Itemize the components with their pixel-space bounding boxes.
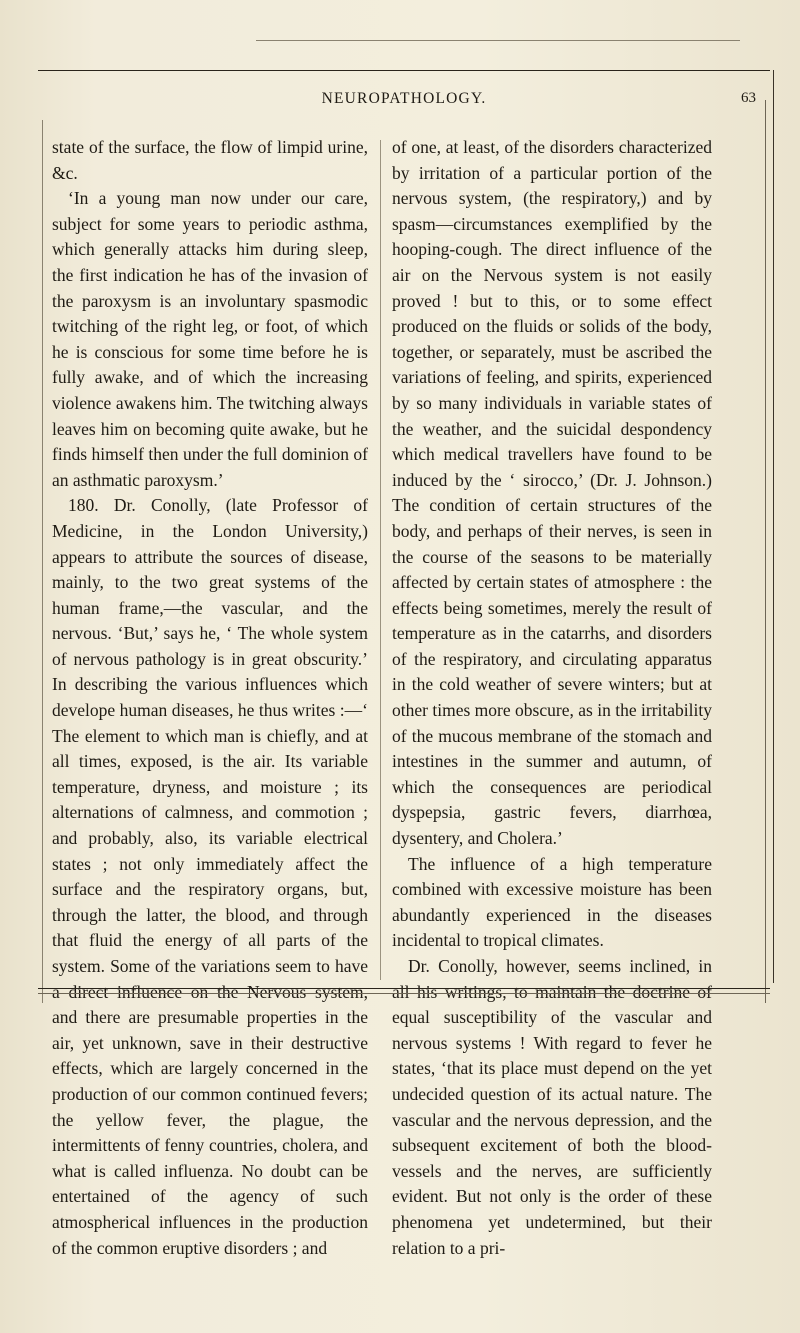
left-column <box>52 135 368 1261</box>
left-edge-line <box>42 120 43 1003</box>
right-edge-line-inner <box>765 100 766 1003</box>
running-title: NEUROPATHOLOGY. <box>321 90 487 107</box>
right-paragraph-1: of one, at least, of the disorders characterized by irritation of a particular portion of the nervous system, (the respiratory,) and by spasm—circumstances exemplified by the hooping-cough. The direct influence of the air on the Nervous system is not easily proved ! but to this, or to some effect produced on the fluids or solids of the body, together, or separately, must be ascribed the variations of feeling, and spirits, experienced by so many individuals in variable states of the weather, and the suicidal despondency which medical travellers have found to be induced by the ‘ sirocco,’ (Dr. J. Johnson.) The condition of certain structures of the body, and perhaps of their nerves, is seen in the course of the seasons to be materially affected by certain states of atmosphere : the effects being sometimes, merely the result of temperature as in the catarrhs, and disorders of the respiratory, and circulating apparatus in the cold weather of severe winters; but at other times more obscure, as in the irritability of the mucous membrane of the stomach and intestines in the summer and autumn, of which the consequences are periodical dyspepsia, gastric fevers, diarrhœa, dysentery, and Cholera.’ <box>392 137 712 849</box>
page-header <box>38 90 770 114</box>
left-paragraph-2: ‘In a young man now under our care, subject for some years to periodic asthma, which generally attacks him during sleep, the first indication he has of the invasion of the paroxysm is an involuntary spasmodic twitching of the right leg, or foot, of which he is conscious for some time before he is fully awake, and of which the increasing violence awakens him. The twitching always leaves him on becoming quite awake, but he finds himself then under the full dominion of an asthmatic paroxysm.’ <box>52 188 368 490</box>
top-rule <box>38 70 770 71</box>
left-paragraph-1: state of the surface, the flow of limpid urine, &c. <box>52 137 368 183</box>
top-faint-rule <box>256 40 740 41</box>
right-column <box>392 135 712 1261</box>
column-divider <box>380 140 381 980</box>
left-paragraph-3: 180. Dr. Conolly, (late Professor of Medicine, in the London University,) appears to attribute the sources of disease, mainly, to the two great systems of the human frame,—the vascular, and the nervous. ‘But,’ says he, ‘ The whole system of nervous pathology is in great obscurity.’ In describing the various influences which develope human diseases, he thus writes :—‘ The element to which man is chiefly, and at all times, exposed, is the air. Its variable temperature, dryness, and moisture ; its alternations of calmness, and commotion ; and probably, also, its variable electrical states ; not only immediately affect the surface and the respiratory organs, but, through the latter, the blood, and through that fluid the energy of all parts of the system. Some of the variations seem to have a direct influence on the Nervous system, and there are presumable properties in the air, yet unknown, save in their destructive effects, which are largely concerned in the production of our common continued fevers; the yellow fever, the plague, the intermittents of fenny countries, cholera, and what is called influenza. No doubt can be entertained of the agency of such atmospherical influences in the production of the common eruptive disorders ; and <box>52 495 368 1258</box>
bottom-rule <box>38 988 770 989</box>
right-paragraph-3: Dr. Conolly, however, seems inclined, in all his writings, to maintain the doctrine of equal susceptibility of the vascular and nervous systems ! With regard to fever he states, ‘that its place must depend on the yet undecided question of its actual nature. The vascular and the nervous depression, and the subsequent excitement of both the blood-vessels and the nerves, are sufficiently evident. But not only is the order of these phenomena yet undetermined, but their relation to a pri- <box>392 956 712 1258</box>
page-number: 63 <box>741 90 756 106</box>
bottom-rule-inner <box>38 993 770 994</box>
right-paragraph-2: The influence of a high temperature combined with excessive moisture has been abundantly experienced in the diseases incidental to tropical climates. <box>392 853 712 951</box>
right-edge-line <box>773 70 774 983</box>
